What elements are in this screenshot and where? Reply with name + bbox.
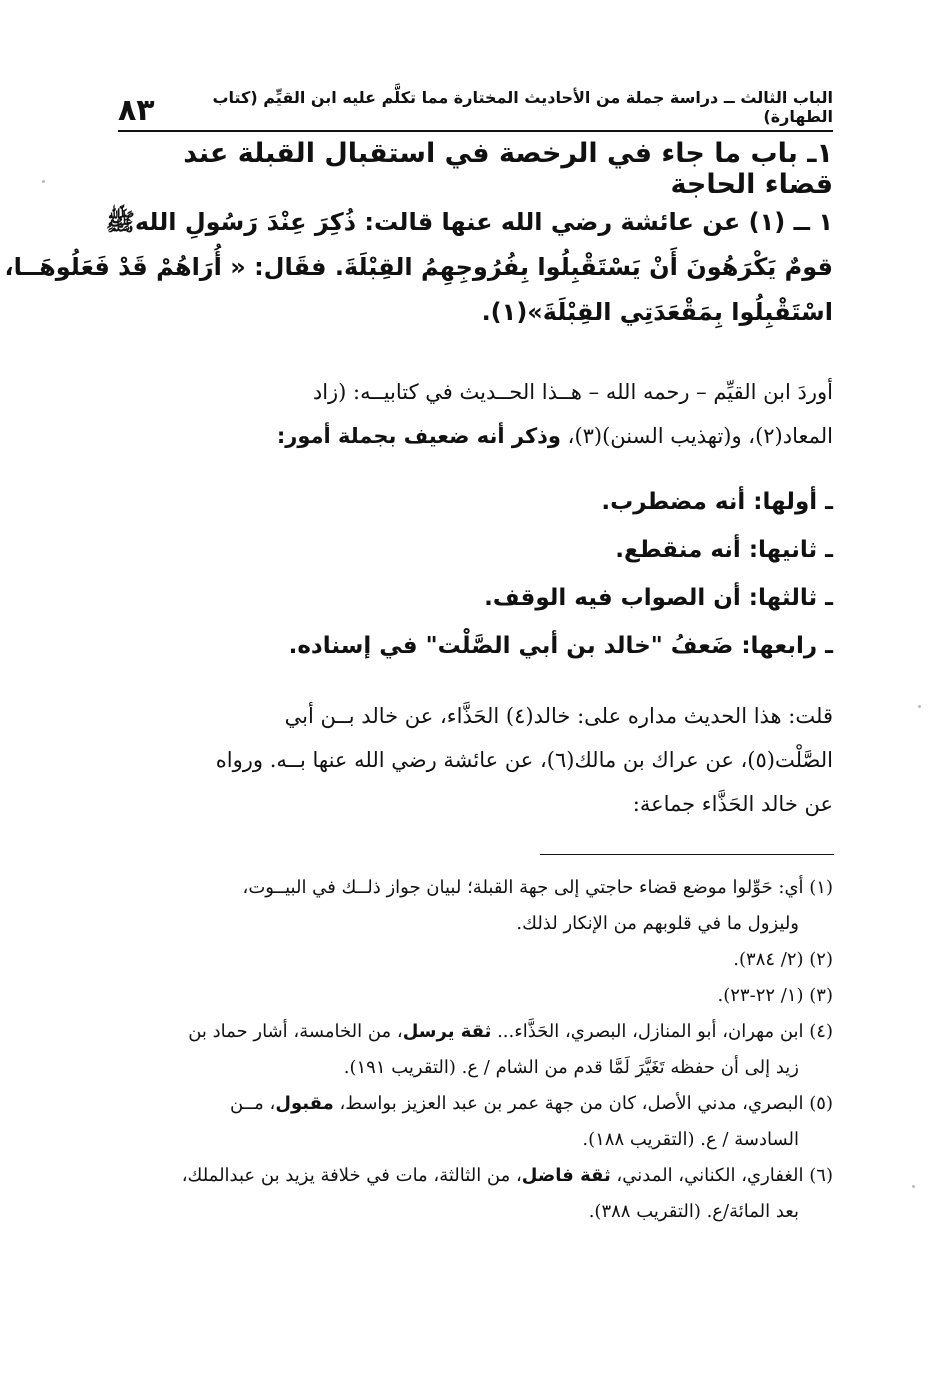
paragraph-bold-text: وذكر أنه ضعيف بجملة أمور: [276, 424, 561, 448]
hadith-line: ١ ــ (١) عن عائشة رضي الله عنها قالت: ذُكِرَ عِنْدَ رَسُولِ اللهﷺ [105, 208, 833, 236]
paragraph-line: عن خالد الحَذَّاء جماعة: [632, 792, 833, 816]
footnote-5 [118, 1086, 833, 1158]
footnote-text: ، من الخامسة، أشار حماد بن [188, 1021, 403, 1042]
footnote-text: (٤) ابن مهران، أبو المنازل، البصري، الحَذَّاء... [491, 1021, 833, 1042]
running-title: الباب الثالث ــ دراسة جملة من الأحاديث المختارة مما تكلَّم عليه ابن القيِّم (كتاب الطهارة) [212, 88, 833, 126]
footnote-line [188, 1021, 833, 1042]
paragraph-line: الصَّلْت(٥)، عن عراك بن مالك(٦)، عن عائشة رضي الله عنها بــه. ورواه [215, 748, 833, 772]
footnote-3 [118, 978, 833, 1014]
scan-speck [42, 180, 45, 183]
paragraph-intro [118, 370, 833, 458]
footnote-6 [118, 1158, 833, 1230]
page-number: ٨٣ [118, 93, 155, 128]
footnote-bold-text: ثقة فاضل [521, 1165, 611, 1186]
footnote-line: (٣) (١/ ٢٢-٢٣). [717, 985, 833, 1006]
footnote-separator [540, 854, 834, 855]
weakness-points [118, 478, 833, 670]
hadith-line: اسْتَقْبِلُوا بِمَقْعَدَتِي القِبْلَةَ»(١). [481, 298, 833, 326]
footnote-line [230, 1093, 833, 1114]
paragraph-line: أوردَ ابن القيِّم – رحمه الله – هــذا الحــديث في كتابيــه: (زاد [312, 380, 833, 404]
footnote-text: (٥) البصري، مدني الأصل، كان من جهة عمر بن عبد العزيز بواسط، [333, 1093, 833, 1114]
footnote-text: ، مــن [229, 1093, 276, 1114]
footnote-line: (٢) (٢/ ٣٨٤). [733, 949, 833, 970]
footnote-line: بعد المائة/ع. (التقريب ٣٨٨). [588, 1201, 799, 1222]
scan-speck [912, 1185, 915, 1188]
footnote-bold-text: ثقة يرسل [402, 1021, 492, 1042]
footnote-line [182, 1165, 833, 1186]
point-item: ـ أولها: أنه مضطرب. [601, 489, 833, 515]
footnote-line: زيد إلى أن حفظه تَغَيَّرَ لَمَّا قدم من الشام / ع. (التقريب ١٩١). [343, 1057, 799, 1078]
scan-speck [918, 705, 921, 708]
footnote-text: ، من الثالثة، مات في خلافة يزيد بن عبدالملك، [181, 1165, 522, 1186]
point-item: ـ ثانيها: أنه منقطع. [615, 537, 833, 563]
chapter-title: ١ـ باب ما جاء في الرخصة في استقبال القبلة عند قضاء الحاجة [183, 138, 833, 200]
footnotes [118, 870, 833, 1230]
footnote-text: (٦) الغفاري، الكناني، المدني، [610, 1165, 833, 1186]
footnote-line: وليزول ما في قلوبهم من الإنكار لذلك. [516, 913, 799, 934]
paragraph-chain [118, 694, 833, 826]
footnote-4 [118, 1014, 833, 1086]
hadith-line: قومٌ يَكْرَهُونَ أَنْ يَسْتَقْبِلُوا بِفُرُوجِهِمُ القِبْلَةَ. فقَال: « أُرَاهُمْ قَدْ فَعَلُوهَــا، [4, 253, 833, 281]
running-header [118, 88, 833, 132]
paragraph-line [118, 414, 833, 458]
footnote-line: (١) أي: حَوِّلوا موضع قضاء حاجتي إلى جهة القبلة؛ لبيان جواز ذلــك في البيــوت، [242, 877, 833, 898]
point-item: ـ رابعها: ضَعفُ "خالد بن أبي الصَّلْت" في إسناده. [288, 633, 833, 659]
footnote-1 [118, 870, 833, 942]
paragraph-line: قلت: هذا الحديث مداره على: خالد(٤) الحَذَّاء، عن خالد بــن أبي [284, 704, 833, 728]
point-item: ـ ثالثها: أن الصواب فيه الوقف. [484, 585, 833, 611]
hadith-text [4, 200, 833, 335]
footnote-2 [118, 942, 833, 978]
footnote-bold-text: مقبول [275, 1093, 334, 1114]
paragraph-text: المعاد(٢)، و(تهذيب السنن)(٣)، [560, 424, 833, 448]
footnote-line: السادسة / ع. (التقريب ١٨٨). [582, 1129, 799, 1150]
